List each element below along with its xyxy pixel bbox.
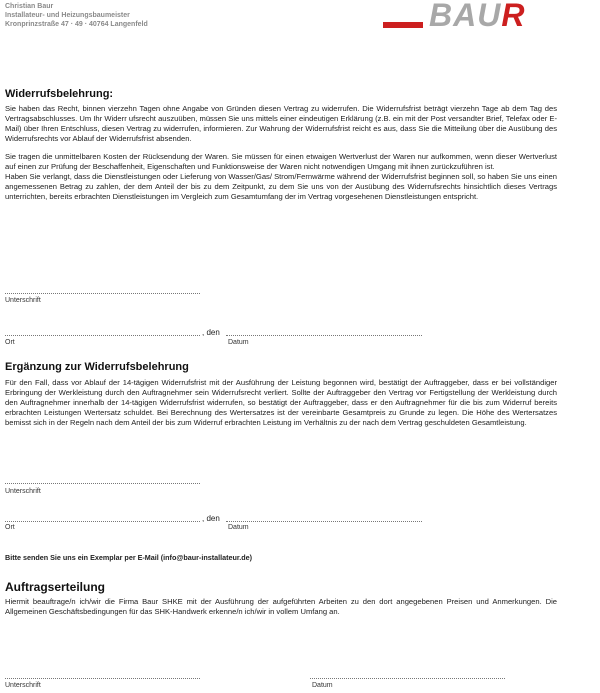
place-label-1: Ort [5, 339, 15, 346]
ergaenzung-text [5, 378, 557, 428]
company-name: Christian Baur [5, 3, 54, 10]
place-line-1[interactable] [5, 335, 200, 336]
date-line-2[interactable] [226, 521, 422, 522]
signature-line-1[interactable] [5, 293, 200, 294]
date-label-2: Datum [228, 524, 249, 531]
auftrag-title: Auftragserteilung [5, 580, 106, 594]
signature-label-1: Unterschrift [5, 297, 41, 304]
company-address [5, 2, 148, 29]
den-text-2: , den [202, 514, 220, 523]
email-note: Bitte senden Sie uns ein Exemplar per E-Mail (info@baur-installateur.de) [5, 553, 253, 562]
ergaenzung-title: Ergänzung zur Widerrufsbelehrung [5, 361, 189, 373]
company-street: Kronprinzstraße 47 · 49 · 40764 Langenfeld [5, 21, 148, 28]
logo-red-bar [383, 22, 423, 28]
widerruf-paragraph-1: Sie haben das Recht, binnen vierzehn Tagen ohne Angabe von Gründen diesen Vertrag zu widerrufen. Die Widerrufsfrist beträgt vierzehn Tage ab dem Tag des Vertragsabschlusses. Um Ihr Widerr ufsrecht auszuüben, müssen Sie uns mittels einer eindeutigen Erklärung (z.B. ein mit der Post versandter Brief, Telefax oder E-Mail) über Ihren Entschluss, diesen Vertrag zu widerrufen, informieren. Zur Wahrung der Widerrufsfrist reicht es aus, dass Sie die Mitteilung über die Ausübung des Widerrufsrechts vor Ablauf der Widerrufsfrist absenden. [5, 104, 557, 143]
signature-line-3[interactable] [5, 678, 200, 679]
widerruf-paragraph-3: Haben Sie verlangt, dass die Dienstleistungen oder Lieferung von Wasser/Gas/ Strom/Fernwärme während der Widerrufsfrist beginnen soll, so haben Sie uns einen angemessenen Betrag zu zahlen, der dem Anteil der bis zu dem Zeitpunkt, zu dem Sie uns von der Ausübung des Widerrufsrechts hinsichtlich dieses Vertrags unterrichten, bereits erbrachten Dienstleistungen im Vergleich zum Gesamtumfang der im Vertrag vorgesehenen Dienstleistungen entspricht. [5, 172, 557, 201]
date-label-3: Datum [312, 682, 333, 689]
widerruf-paragraph-2: Sie tragen die unmittelbaren Kosten der Rücksendung der Waren. Sie müssen für einen etwaigen Wertverlust der Waren nur aufkommen, wenn dieser Wertverlust auf einen zur Prüfung der Beschaffenheit, Eigenschaften und Funktionsweise der Waren nicht notwendigen Umgang mit ihnen zurückzuführen ist. [5, 152, 557, 171]
date-line-3[interactable] [310, 678, 505, 679]
ergaenzung-paragraph: Für den Fall, dass vor Ablauf der 14-tägigen Widerrufsfrist mit der Ausführung der Leistung begonnen wird, bestätigt der Auftraggeber, dass er bei vollständiger Erbringung der Werkleistung durch den Auftragnehmer sein Widerrufsrecht verliert. Sollte der Auftraggeber den Vertrag vor Fertigstellung der Werkleistung durch den Auftragnehmer innerhalb der 14-tägigen Widerrufsfrist widerrufen, so bestätigt der Auftraggeber, dass er den Auftragnehmer für die bis zum Widerruf bereits erbrachten Leistungen Wertersatz schuldet. Bei Berechnung des Wertersatzes ist der vereinbarte Gesamtpreis zu Grunde zu legen. Die Höhe des Wertersatzes bemisst sich in der Regeln nach dem Anteil der bis zum Widerruf erbrachten Leistung im Verhältnis zu der nach dem Vertrag geschuldeten Gesamtleistung. [5, 378, 557, 427]
baur-logo [383, 0, 583, 34]
place-line-2[interactable] [5, 521, 200, 522]
auftrag-paragraph: Hiermit beauftrage/n ich/wir die Firma Baur SHKE mit der Ausführung der aufgeführten Arbeiten zu den dort angegebenen Preisen und Anmerkungen. Die Allgemeinen Geschäftsbedingungen für das SHK-Handwerk erkenne/n ich/wir in vollem Umfang an. [5, 597, 557, 616]
widerruf-text [5, 104, 557, 202]
date-label-1: Datum [228, 339, 249, 346]
widerruf-title: Widerrufsbelehrung: [5, 88, 114, 100]
logo-wordmark: BAUR [429, 0, 526, 33]
auftrag-text [5, 597, 557, 617]
place-label-2: Ort [5, 524, 15, 531]
signature-label-2: Unterschrift [5, 488, 41, 495]
company-title: Installateur- und Heizungsbaumeister [5, 12, 130, 19]
signature-label-3: Unterschrift [5, 682, 41, 689]
den-text-1: , den [202, 328, 220, 337]
date-line-1[interactable] [226, 335, 422, 336]
signature-line-2[interactable] [5, 483, 200, 484]
